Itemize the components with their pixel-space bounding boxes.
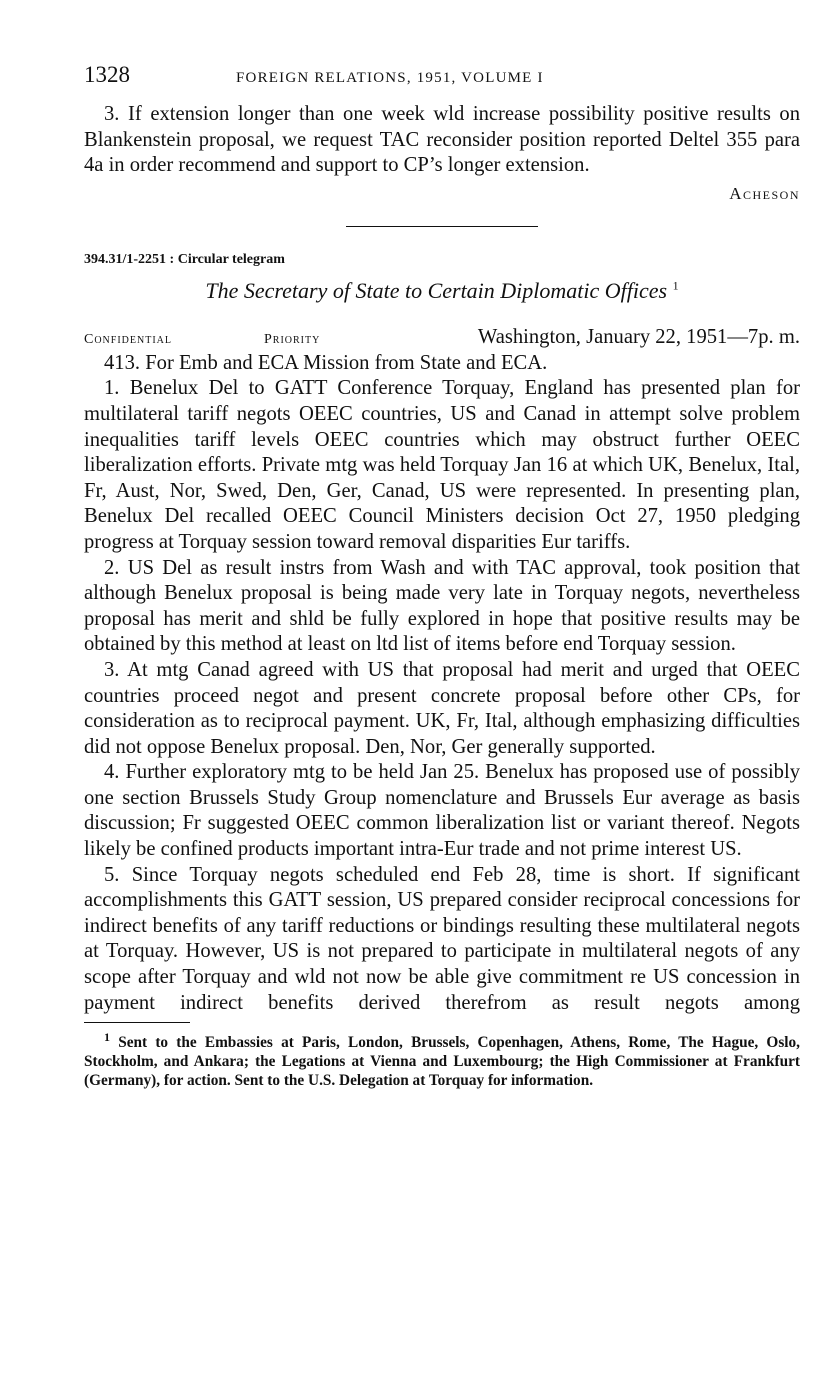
document-title-text: The Secretary of State to Certain Diplomatic Offices [205,277,668,303]
precedence-label: Priority [264,331,321,347]
telegram-paragraph: 3. At mtg Canad agreed with US that proposal had merit and urged that OEEC countries proceed negot and present concrete proposal before other CPs, for consideration as to reciprocal payment. UK, Fr, Ital, although emphasizing difficulties did not oppose Benelux proposal. Den, Nor, Ger generally supported. [84,658,800,758]
footnote-divider [84,1022,190,1023]
telegram-paragraph: 2. US Del as result instrs from Wash and with TAC approval, took position that although Benelux proposal is being made very late in Torquay negots, nevertheless proposal has merit and shld be fully explored in hope that positive results may be obtained by this method at least on ltd list of items before end Torquay session. [84,556,800,656]
document-page [84,62,800,1090]
telegram-paragraph: 5. Since Torquay negots scheduled end Feb 28, time is short. If significant accomplishments this GATT session, US prepared consider reciprocal concessions for indirect benefits of any tariff reductions or bindings resulting these multilateral negots at Torquay. However, US is not prepared to participate in multilateral negots of any scope after Torquay and wld not now be able give commitment re US concession in payment indirect benefits derived therefrom as result negots among [84,863,800,1014]
dateline [84,326,800,349]
section-divider [346,226,538,227]
signature: Acheson [729,183,800,203]
classification-label: Confidential [84,331,172,347]
running-header [84,62,800,102]
footnote-marker: 1 [672,278,679,293]
telegram-paragraph: 4. Further exploratory mtg to be held Jan 25. Benelux has proposed use of possibly one section Brussels Study Group nomenclature and Brussels Eur average as basis discussion; Fr suggested OEEC common liberalization list or variant thereof. Negots likely be confined products important intra-Eur trade and not prime interest US. [84,761,800,861]
place-and-date: Washington, January 22, 1951—7p. m. [477,325,800,348]
telegram-paragraph: 1. Benelux Del to GATT Conference Torquay, England has presented plan for multilateral tariff negots OEEC countries, US and Canad in attempt solve problem inequalities tariff levels OEEC countries which may obstruct further OEEC liberalization efforts. Private mtg was held Torquay Jan 16 at which UK, Benelux, Ital, Fr, Aust, Nor, Swed, Den, Ger, Canad, US were represented. In presenting plan, Benelux Del recalled OEEC Council Ministers decision Oct 27, 1950 pledging progress at Torquay session toward removal disparities Eur tariffs. [84,377,800,553]
document-title [84,278,800,304]
footnote [84,1028,800,1090]
preceding-paragraph: 3. If extension longer than one week wld increase possibility positive results on Blankenstein proposal, we request TAC reconsider position reported Deltel 355 para 4a in order recommend and support to CP’s longer extension. [84,103,800,177]
running-title: FOREIGN RELATIONS, 1951, VOLUME I [236,70,544,86]
file-reference: 394.31/1-2251 : Circular telegram [84,251,285,267]
telegram-paragraph: 413. For Emb and ECA Mission from State and ECA. [104,351,548,374]
page-number: 1328 [84,62,130,87]
footnote-text: Sent to the Embassies at Paris, London, Brussels, Copenhagen, Athens, Rome, The Hague, Oslo, Stockholm, and Ankara; the Legations at Vienna and Luxembourg; the High Commissioner at Frankfurt (Germany), for action. Sent to the U.S. Delegation at Torquay for information. [84,1034,801,1090]
footnote-number: 1 [104,1030,110,1045]
